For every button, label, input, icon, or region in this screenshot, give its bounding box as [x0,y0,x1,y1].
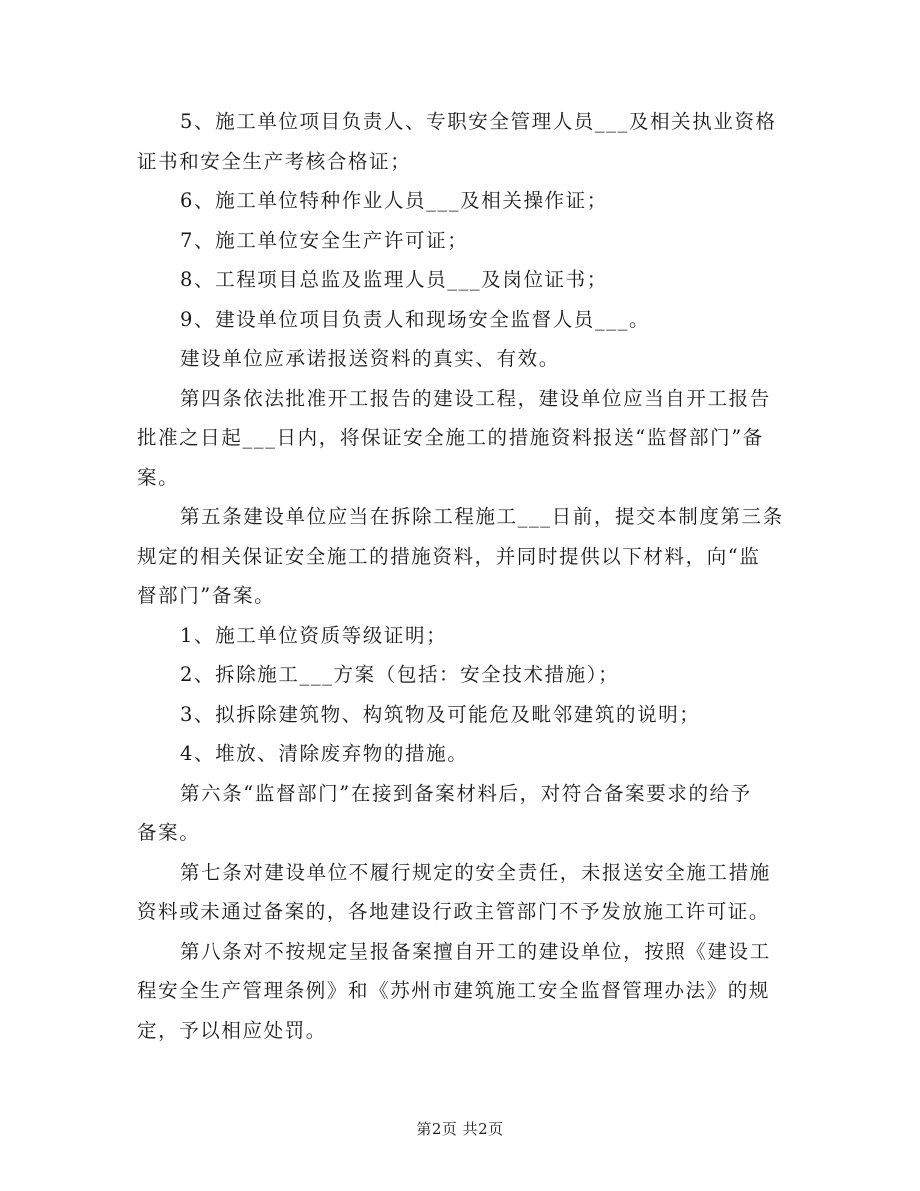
text-line: 1、施工单位资质等级证明； [180,623,448,647]
text-line: 4、堆放、清除废弃物的措施。 [180,742,469,765]
text-line: 案。 [137,465,180,489]
text-line: 8、工程项目总监及监理人员___及岗位证书； [180,268,608,291]
text-line: 规定的相关保证安全施工的措施资料，并同时提供以下材料，向“监 [137,544,761,568]
document-body [137,102,784,1050]
page-footer [0,1118,920,1139]
text-line: 资料或未通过备案的，各地建设行政主管部门不予发放施工许可证。 [137,900,771,923]
text-line: 第八条对不按规定呈报备案擅自开工的建设单位，按照《建设工 [180,939,771,963]
text-line: 督部门”备案。 [137,584,276,607]
text-line: 证书和安全生产考核合格证； [137,149,412,173]
text-line: 9、建设单位项目负责人和现场安全监督人员___。 [180,307,651,331]
text-line: 备案。 [137,821,201,844]
text-line: 定，予以相应处罚。 [137,1018,327,1042]
text-line: 第四条依法批准开工报告的建设工程，建设单位应当自开工报告 [180,386,771,410]
text-line: 7、施工单位安全生产许可证； [180,228,469,252]
page-number-label: 第2页 共2页 [416,1120,504,1138]
text-line: 第七条对建设单位不履行规定的安全责任，未报送安全施工措施 [180,860,771,884]
text-line: 第六条“监督部门”在接到备案材料后，对符合备案要求的给予 [180,781,752,805]
text-line: 5、施工单位项目负责人、专职安全管理人员___及相关执业资格 [180,110,777,133]
text-line: 6、施工单位特种作业人员___及相关操作证； [180,189,608,212]
text-line: 建设单位应承诺报送资料的真实、有效。 [180,347,560,370]
text-line: 程安全生产管理条例》和《苏州市建筑施工安全监督管理办法》的规 [137,979,771,1002]
text-line: 3、拟拆除建筑物、构筑物及可能危及毗邻建筑的说明； [180,702,701,726]
text-line: 批准之日起___日内，将保证安全施工的措施资料报送“监督部门”备 [137,426,764,449]
text-line: 第五条建设单位应当在拆除工程施工___日前，提交本制度第三条 [180,505,784,528]
text-line: 2、拆除施工___方案（包括：安全技术措施）； [180,663,620,686]
